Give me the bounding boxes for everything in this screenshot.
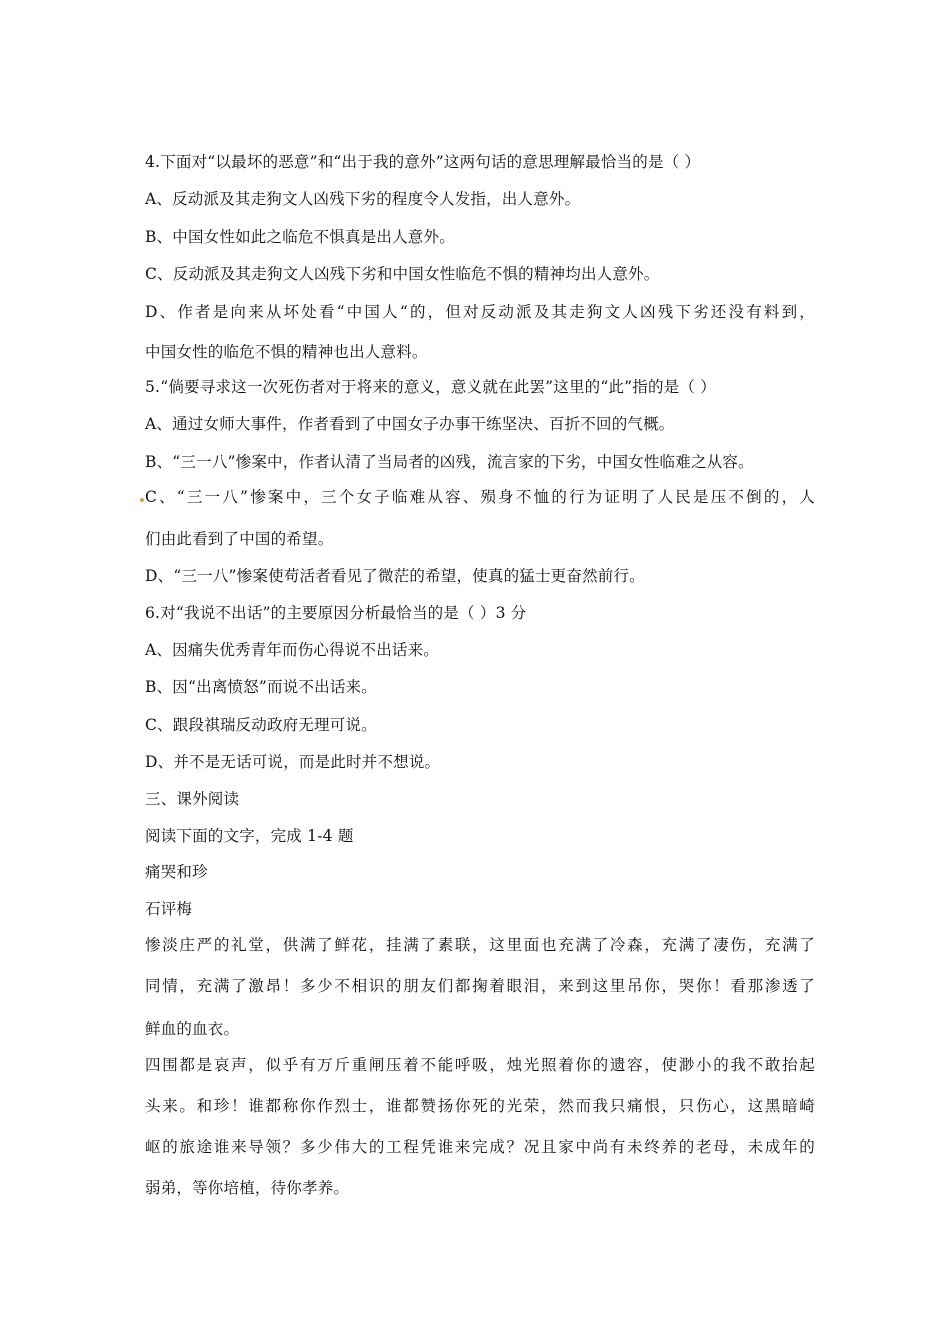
passage-p1-line1: 惨淡庄严的礼堂，供满了鲜花，挂满了素联，这里面也充满了冷森，充满了凄伤，充满了 [145,936,815,954]
q5-stem: 5.“倘要寻求这一次死伤者对于将来的意义，意义就在此罢”这里的“此”指的是（ ） [145,378,716,396]
scan-mark [140,498,144,502]
q4-option-d-line1: D、作者是向来从坏处看“中国人“的，但对反动派及其走狗文人凶残下劣还没有料到， [145,303,815,321]
section-heading: 三、课外阅读 [145,790,240,808]
q4-option-c: C、反动派及其走狗文人凶残下劣和中国女性临危不惧的精神均出人意外。 [145,265,660,283]
q5-option-d: D、“三一八”惨案使苟活者看见了微茫的希望，使真的猛士更奋然前行。 [145,567,645,585]
article-author: 石评梅 [145,900,193,918]
passage-p1-line3: 鲜血的血衣。 [145,1020,240,1038]
q4-option-b: B、中国女性如此之临危不惧真是出人意外。 [145,228,455,246]
reading-instruction: 阅读下面的文字，完成 1-4 题 [145,827,354,845]
article-title: 痛哭和珍 [145,863,208,881]
passage-p2-line1: 四围都是哀声，似乎有万斤重闸压着不能呼吸，烛光照着你的遗容，使渺小的我不敢抬起 [145,1056,815,1074]
q6-stem: 6.对“我说不出话”的主要原因分析最恰当的是（ ）3 分 [145,604,527,622]
q5-option-c-line2: 们由此看到了中国的希望。 [145,530,334,548]
passage-p2-line3: 岖的旅途谁来导领？多少伟大的工程凭谁来完成？况且家中尚有未终养的老母，未成年的 [145,1138,815,1156]
q5-option-a: A、通过女师大事件，作者看到了中国女子办事干练坚决、百折不回的气概。 [145,415,675,433]
q6-option-a: A、因痛失优秀青年而伤心得说不出话来。 [145,641,439,659]
q4-stem: 4.下面对“以最坏的恶意”和“出于我的意外”这两句话的意思理解最恰当的是（ ） [145,153,701,171]
q5-option-c-line1: C、“三一八”惨案中，三个女子临难从容、殒身不恤的行为证明了人民是压不倒的，人 [145,488,815,506]
passage-p1-line2: 同情，充满了激昂！多少不相识的朋友们都掬着眼泪，来到这里吊你，哭你！看那渗透了 [145,977,815,995]
passage-p2-line2: 头来。和珍！谁都称你作烈士，谁都赞扬你死的光荣，然而我只痛恨，只伤心，这黑暗崎 [145,1097,815,1115]
q6-option-b: B、因“出离愤怒”而说不出话来。 [145,678,377,696]
q6-option-c: C、跟段祺瑞反动政府无理可说。 [145,716,377,734]
passage-p2-line4: 弱弟，等你培植，待你孝养。 [145,1179,350,1197]
q5-option-b: B、“三一八”惨案中，作者认清了当局者的凶残，流言家的下劣，中国女性临难之从容。 [145,453,754,471]
q4-option-d-line2: 中国女性的临危不惧的精神也出人意料。 [145,343,428,361]
q6-option-d: D、并不是无话可说，而是此时并不想说。 [145,753,441,771]
q4-option-a: A、反动派及其走狗文人凶残下劣的程度令人发指，出人意外。 [145,190,581,208]
